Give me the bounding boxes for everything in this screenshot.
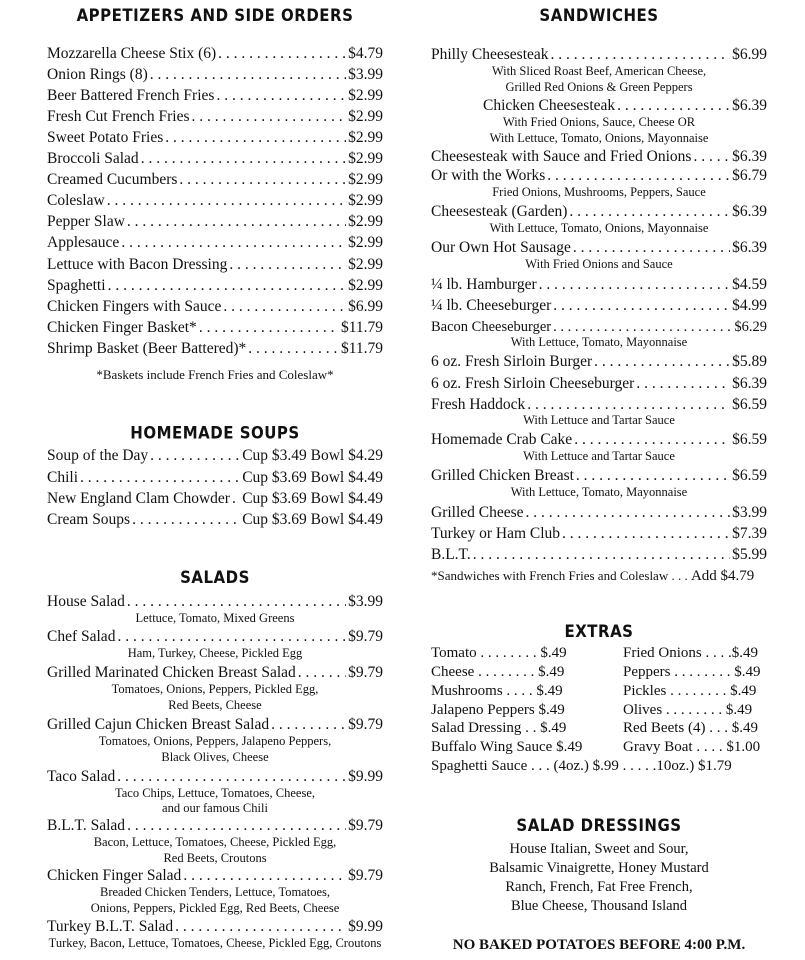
extras-item: Pickles . . . . . . . . $.49 [623,683,757,699]
menu-item-description: Ham, Turkey, Cheese, Pickled Egg [127,646,303,660]
menu-item-name: Creamed Cucumbers [47,171,178,188]
menu-item [47,469,383,487]
menu-item-name: Cheesesteak with Sauce and Fried Onions [431,148,692,165]
dot-leader [576,467,730,485]
menu-item [431,375,767,393]
menu-item [47,87,383,105]
sandwiches-note-price: Add $4.79 [690,568,755,584]
menu-item-price: $3.99 [348,66,383,83]
dot-leader [127,593,346,611]
menu-item [47,298,383,316]
dot-leader [117,768,346,786]
menu-item-name: New England Clam Chowder [47,490,230,507]
menu-item-price: Cup $3.49 Bowl $4.29 [242,447,383,464]
menu-item-name: Turkey or Ham Club [431,525,561,542]
menu-item-price: $6.39 [732,375,767,392]
menu-item-price: $2.99 [348,87,383,104]
menu-item [431,546,767,564]
dot-leader [298,664,346,682]
dot-leader [553,297,730,315]
menu-item [47,277,383,295]
menu-item-price: $3.99 [348,593,383,610]
dot-leader [150,447,240,465]
extras-row [431,702,767,720]
menu-item-description: Tomatoes, Onions, Peppers, Pickled Egg, [111,682,319,696]
dot-leader [551,46,731,64]
dot-leader [573,239,730,257]
menu-item [47,447,383,465]
menu-item-price: $4.99 [732,297,767,314]
menu-item-name: Soup of the Day [47,447,149,464]
menu-item-description: With Lettuce and Tartar Sauce [523,413,675,427]
menu-item [47,918,383,936]
menu-item-name: Cream Soups [47,511,131,528]
menu-item-price: $9.79 [348,867,383,884]
menu-item-price: $9.99 [348,768,383,785]
menu-item-price: $5.99 [732,546,767,563]
extras-item: Buffalo Wing Sauce $.49 [431,739,583,755]
menu-item-name: 6 oz. Fresh Sirloin Burger [431,353,593,370]
dot-leader [192,108,347,126]
menu-item-name: House Salad [47,593,125,610]
dressing-line: Blue Cheese, Thousand Island [510,898,688,914]
menu-item-name: Fresh Cut French Fries [47,108,190,125]
menu-item-description: Fried Onions, Mushrooms, Peppers, Sauce [492,185,706,199]
dot-leader [141,150,346,168]
soups-heading: HOMEMADE SOUPS [130,422,300,444]
menu-item [431,318,767,336]
menu-item-name: B.L.T. [431,546,471,563]
dot-leader [473,546,730,564]
menu-item-name: Bacon Cheeseburger [431,319,552,335]
menu-item-name: Coleslaw [47,192,105,209]
extras-item: Cheese . . . . . . . . $.49 [431,664,565,680]
menu-item-name: Applesauce [47,234,120,251]
dot-leader [229,256,346,274]
dot-leader [127,817,346,835]
menu-item-description: Taco Chips, Lettuce, Tomatoes, Cheese, [114,786,316,800]
menu-item-price: $2.99 [348,213,383,230]
menu-item-price: $5.89 [732,353,767,370]
menu-item-price: $2.99 [348,171,383,188]
menu-item [47,45,383,63]
menu-item-price: $9.79 [348,817,383,834]
menu-item [431,239,767,257]
menu-item [47,490,383,508]
menu-item-price: $6.79 [732,167,767,184]
menu-item-description: Grilled Red Onions & Green Peppers [505,80,693,94]
dressings-heading: SALAD DRESSINGS [516,814,682,836]
menu-item [47,319,383,337]
menu-item [431,504,767,522]
no-baked-potatoes-notice: NO BAKED POTATOES BEFORE 4:00 P.M. [452,937,746,953]
dot-leader [617,97,730,115]
menu-item-price: $4.79 [348,45,383,62]
menu-item-description: Turkey, Bacon, Lettuce, Tomatoes, Cheese, Pickled Egg, Croutons [48,936,382,950]
menu-item [47,129,383,147]
menu-item [431,167,767,185]
menu-item [47,256,383,274]
extras-row [431,645,767,663]
menu-item [483,97,767,115]
menu-item-name: Lettuce with Bacon Dressing [47,256,228,273]
menu-item-description: and our famous Chili [162,801,268,815]
dot-leader [232,490,240,508]
menu-item-name: Chef Salad [47,628,116,645]
menu-item-name: Chicken Cheesesteak [483,97,616,114]
menu-item-name: Sweet Potato Fries [47,129,164,146]
menu-item-name: Cheesesteak (Garden) [431,203,568,220]
menu-item-description: Onions, Peppers, Pickled Egg, Red Beets, Cheese [90,901,340,915]
menu-item-price: $6.59 [732,467,767,484]
extras-item: Tomato . . . . . . . . $.49 [431,645,567,661]
dot-leader [132,511,240,529]
dressing-line: House Italian, Sweet and Sour, [509,841,689,857]
menu-item [47,213,383,231]
menu-item-description: Breaded Chicken Tenders, Lettuce, Tomatoes, [99,885,330,899]
dot-leader [121,234,346,252]
extras-row [431,683,767,701]
extras-row [431,739,767,757]
menu-item-price: $2.99 [348,192,383,209]
menu-item [47,108,383,126]
menu-item-name: Philly Cheesesteak [431,46,549,63]
menu-item-name: 6 oz. Fresh Sirloin Cheeseburger [431,375,635,392]
menu-item-name: Turkey B.L.T. Salad [47,918,174,935]
menu-item-name: Broccoli Salad [47,150,139,167]
dot-leader [165,129,346,147]
menu-item-name: Onion Rings (8) [47,66,148,83]
menu-item-description: With Sliced Roast Beef, American Cheese, [491,64,707,78]
dot-leader [80,469,240,487]
menu-item-price: Cup $3.69 Bowl $4.49 [242,490,383,507]
menu-item-price: $6.39 [732,239,767,256]
extras-item: Gravy Boat . . . . $1.00 [623,739,761,755]
menu-item [431,396,767,414]
dot-leader [183,867,346,885]
menu-item-description: With Lettuce, Tomato, Onions, Mayonnaise [489,131,709,145]
menu-item-price: $4.59 [732,276,767,293]
menu-item-description: With Lettuce, Tomato, Onions, Mayonnaise [489,221,709,235]
menu-item-name: Grilled Cajun Chicken Breast Salad [47,716,270,733]
menu-item-price: $2.99 [348,150,383,167]
menu-item [47,716,383,734]
menu-item [47,150,383,168]
menu-item-price: $6.59 [732,396,767,413]
menu-item [47,192,383,210]
menu-item-price: $9.79 [348,716,383,733]
sandwiches-note [431,567,767,585]
menu-item-name: Chicken Fingers with Sauce [47,298,222,315]
menu-item [47,867,383,885]
menu-item-name: Or with the Works [431,167,546,184]
menu-item-name: Spaghetti [47,277,106,294]
sandwiches-note-text: *Sandwiches with French Fries and Coleslaw . . . [431,568,691,583]
menu-item-name: Grilled Cheese [431,504,524,521]
dot-leader [127,213,346,231]
menu-item-price: $2.99 [348,108,383,125]
menu-item-price: $2.99 [348,234,383,251]
dot-leader [175,918,346,936]
menu-item-description: With Lettuce, Tomato, Mayonnaise [510,485,688,499]
menu-item-description: With Fried Onions and Sauce [525,257,673,271]
menu-item [47,817,383,835]
menu-item-price: $6.29 [734,319,767,335]
dressing-line: Ranch, French, Fat Free French, [505,879,693,895]
menu-item-price: $9.79 [348,664,383,681]
menu-item [431,203,767,221]
menu-item [431,46,767,64]
extras-item: Peppers . . . . . . . . $.49 [623,664,761,680]
sandwiches-heading: SANDWICHES [539,4,659,26]
dot-leader [526,504,731,522]
menu-item-price: $2.99 [348,256,383,273]
menu-item-name: Our Own Hot Sausage [431,239,571,256]
menu-item-price: $6.99 [732,46,767,63]
menu-item-price: $11.79 [340,340,383,357]
dot-leader [539,276,731,294]
salads-heading: SALADS [180,566,250,588]
extras-item: Salad Dressing . . $.49 [431,720,567,736]
dot-leader [271,716,346,734]
menu-item [47,628,383,646]
dot-leader [218,45,346,63]
menu-item-description: Lettuce, Tomato, Mixed Greens [135,611,295,625]
menu-item [431,467,767,485]
menu-item-name: Taco Salad [47,768,116,785]
extras-row [431,720,767,738]
dot-leader [547,167,730,185]
dot-leader [108,277,347,295]
menu-item-description: Red Beets, Croutons [163,851,267,865]
dot-leader [693,148,730,166]
menu-item-description: Red Beets, Cheese [168,698,262,712]
menu-item-description: Tomatoes, Onions, Peppers, Jalapeno Peppers, [98,734,332,748]
extras-item: Olives . . . . . . . . $.49 [623,702,753,718]
menu-item-name: Grilled Marinated Chicken Breast Salad [47,664,296,681]
menu-item [431,297,767,315]
dot-leader [562,525,730,543]
menu-item [431,431,767,449]
menu-item-name: Chicken Finger Salad [47,867,182,884]
menu-item-price: $9.99 [348,918,383,935]
dot-leader [248,340,339,358]
menu-item-description: With Lettuce and Tartar Sauce [523,449,675,463]
menu-item-price: $7.39 [732,525,767,542]
menu-item-price: $6.39 [732,148,767,165]
menu-item [47,768,383,786]
menu-item-name: Shrimp Basket (Beer Battered)* [47,340,247,357]
menu-item-name: B.L.T. Salad [47,817,126,834]
menu-item-name: ¼ lb. Cheeseburger [431,297,552,314]
extras-row [431,664,767,682]
menu-item [431,525,767,543]
extras-item: Red Beets (4) . . . $.49 [623,720,758,736]
menu-item-name: Grilled Chicken Breast [431,467,574,484]
menu-item-price: $6.99 [348,298,383,315]
dressing-line: Balsamic Vinaigrette, Honey Mustard [489,860,709,876]
dot-leader [636,375,730,393]
menu-item [47,66,383,84]
extras-heading: EXTRAS [564,620,634,642]
menu-item-description: With Fried Onions, Sauce, Cheese OR [502,115,696,129]
menu-item-name: Chili [47,469,79,486]
dot-leader [527,396,730,414]
appetizers-heading: APPETIZERS AND SIDE ORDERS [76,4,354,26]
menu-item-price: Cup $3.69 Bowl $4.49 [242,469,383,486]
menu-item-price: $6.39 [732,97,767,114]
menu-item [47,171,383,189]
menu-item-name: Fresh Haddock [431,396,526,413]
menu-item-name: Chicken Finger Basket* [47,319,197,336]
menu-item-price: $11.79 [340,319,383,336]
dot-leader [223,298,346,316]
dot-leader [179,171,346,189]
menu-item-price: $3.99 [732,504,767,521]
dot-leader [553,318,732,336]
menu-item-price: $2.99 [348,277,383,294]
dot-leader [594,353,730,371]
menu-item-price: $2.99 [348,129,383,146]
menu-item-description: Bacon, Lettuce, Tomatoes, Cheese, Pickled Egg, [93,835,337,849]
extras-item: Mushrooms . . . . $.49 [431,683,563,699]
menu-item [431,276,767,294]
dot-leader [199,319,339,337]
menu-item-price: $6.39 [732,203,767,220]
menu-item [431,353,767,371]
menu-item [47,234,383,252]
menu-item-name: Pepper Slaw [47,213,125,230]
menu-item-price: Cup $3.69 Bowl $4.49 [242,511,383,528]
dot-leader [117,628,346,646]
menu-item [47,664,383,682]
menu-item-name: Beer Battered French Fries [47,87,215,104]
dot-leader [569,203,730,221]
menu-item-description: With Lettuce, Tomato, Mayonnaise [510,335,688,349]
dot-leader [107,192,346,210]
dot-leader [574,431,730,449]
menu-item-name: Homemade Crab Cake [431,431,573,448]
menu-item-description: Black Olives, Cheese [161,750,269,764]
menu-item-name: Mozzarella Cheese Stix (6) [47,45,217,62]
menu-item [431,148,767,166]
extras-item: Jalapeno Peppers $.49 [431,702,565,718]
dot-leader [216,87,346,105]
appetizers-note: *Baskets include French Fries and Coleslaw* [96,367,334,382]
extras-item: Fried Onions . . . .$.49 [623,645,758,661]
menu-item [47,511,383,529]
menu-item-name: ¼ lb. Hamburger [431,276,537,293]
extras-spaghetti-sauce: Spaghetti Sauce . . . (4oz.) $.99 . . . . .10oz.) $1.79 [431,758,732,774]
menu-item [47,340,383,358]
menu-item [47,593,383,611]
menu-item-price: $9.79 [348,628,383,645]
dot-leader [150,66,346,84]
menu-item-price: $6.59 [732,431,767,448]
